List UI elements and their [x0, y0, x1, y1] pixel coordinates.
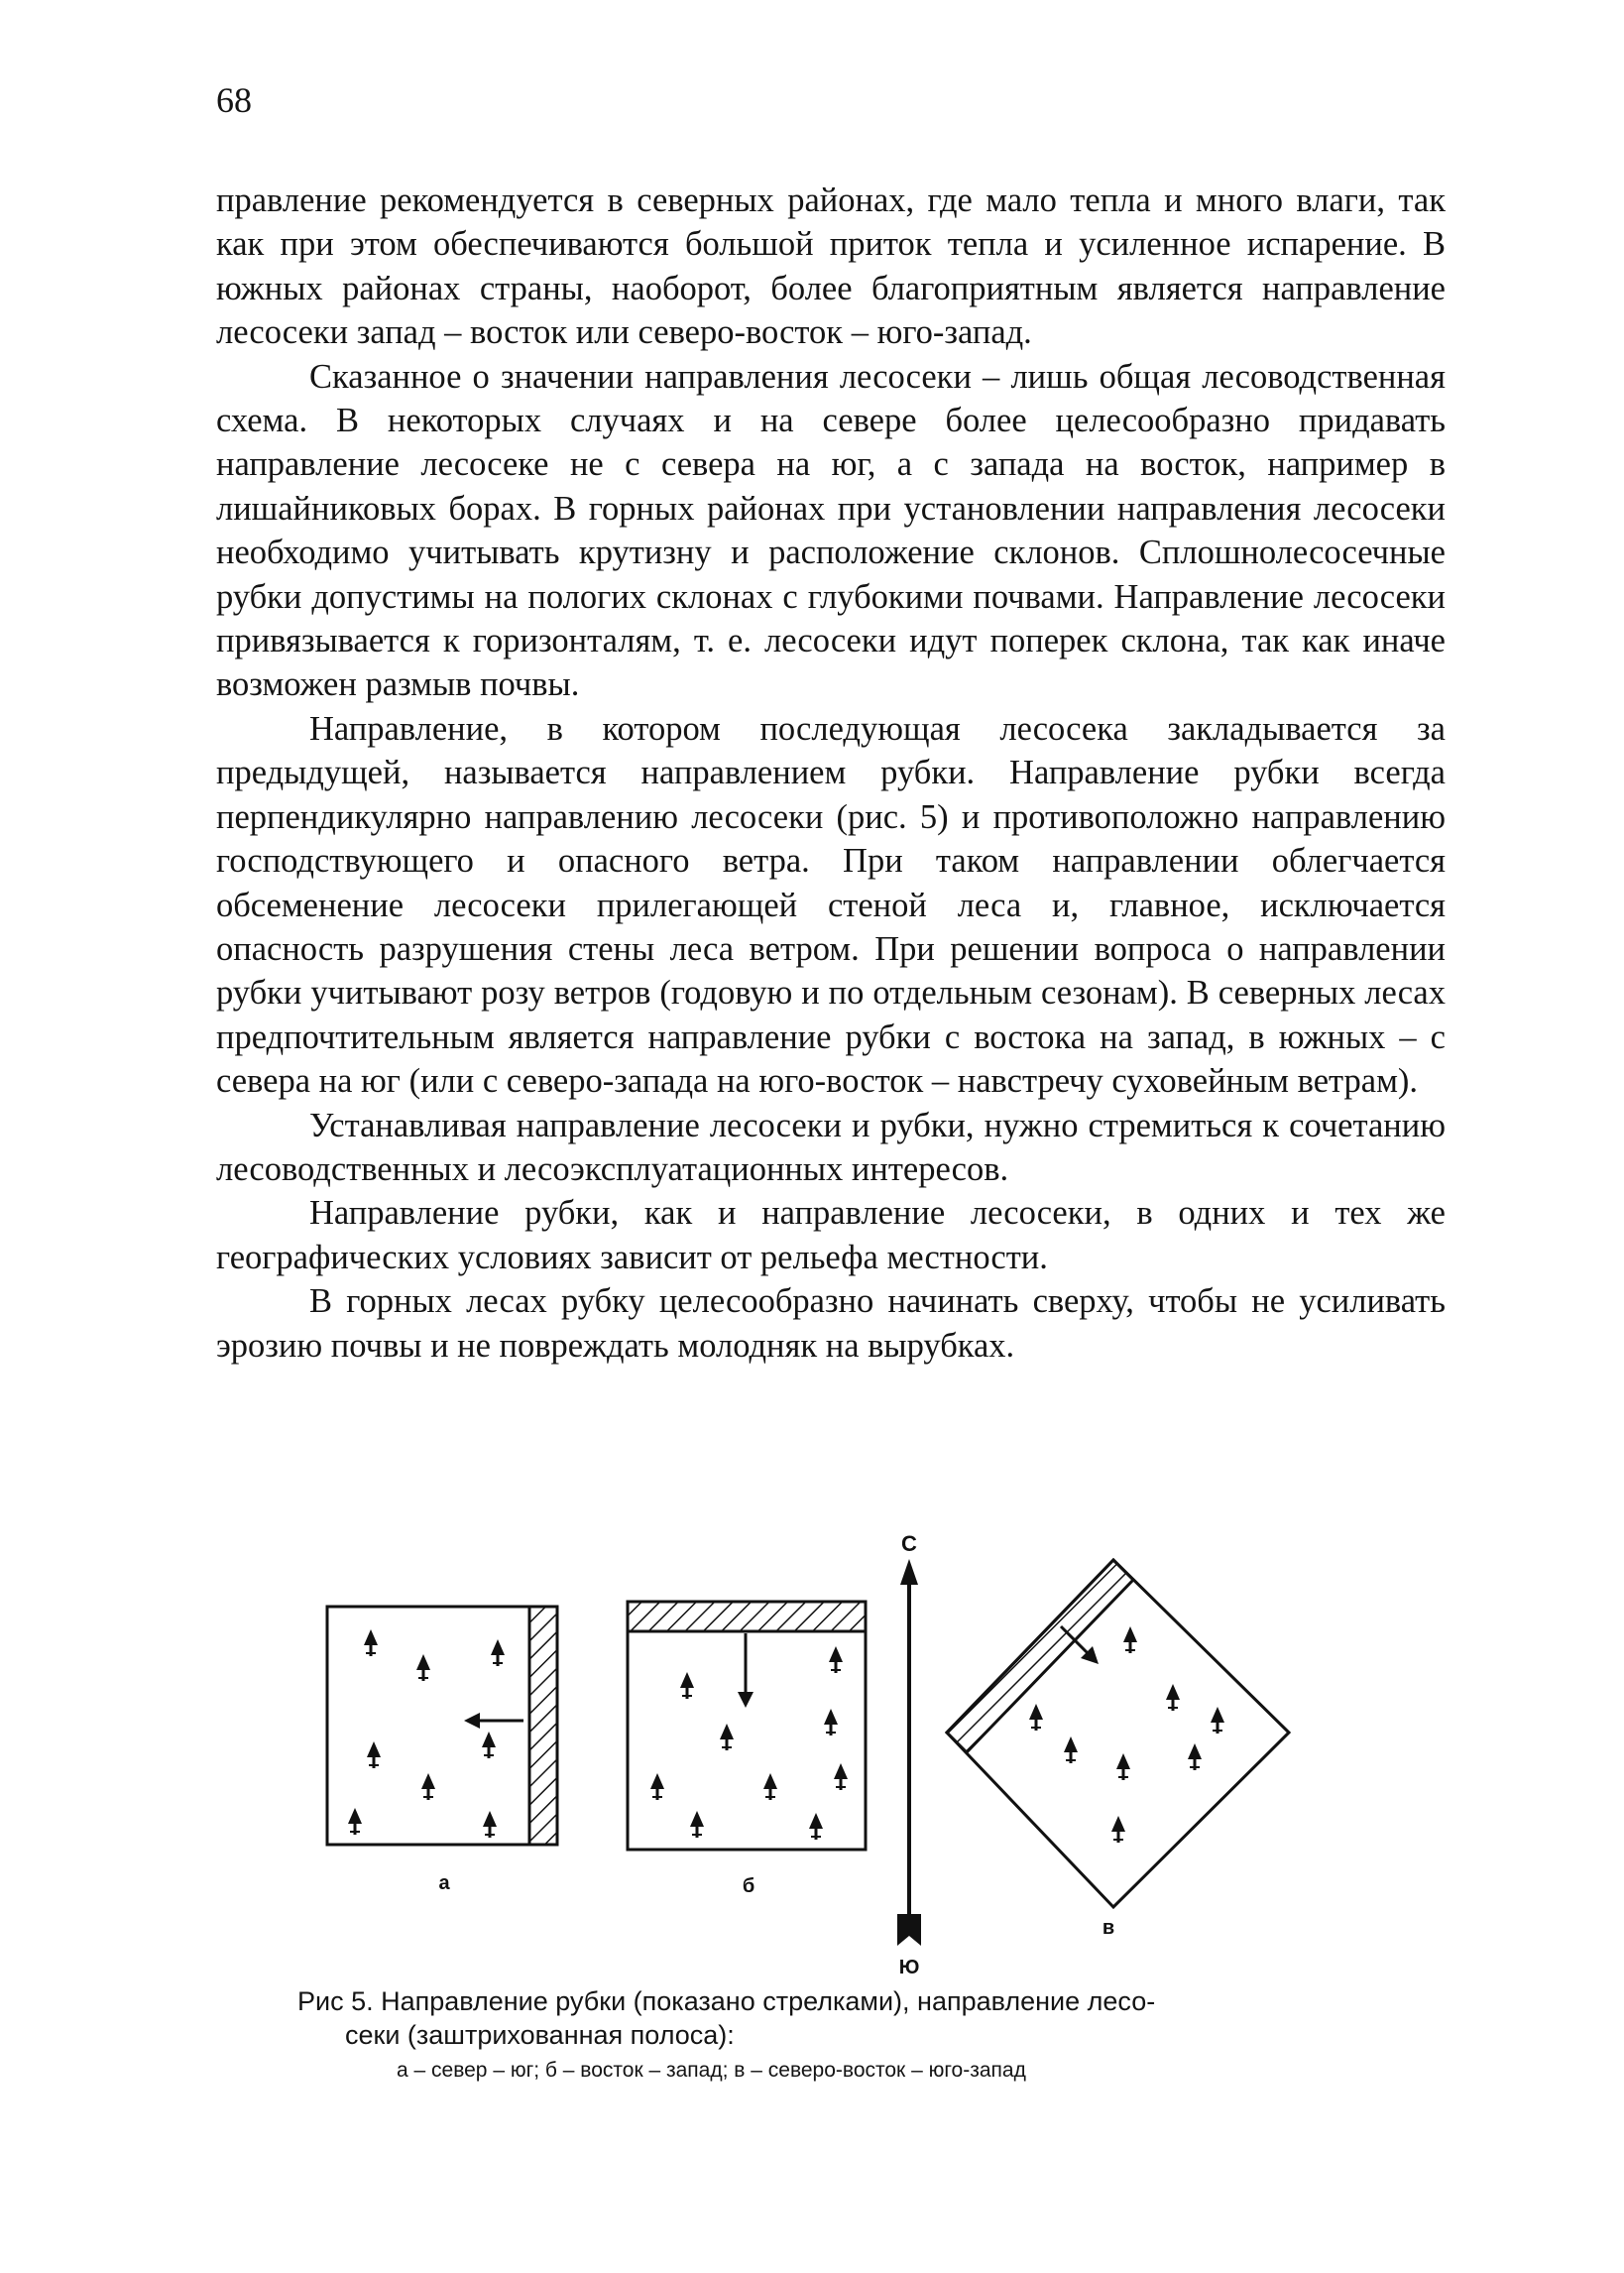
tree-icon: [1116, 1753, 1130, 1780]
panel-v-hatched-strip: [947, 1560, 1133, 1752]
tree-icon: [720, 1724, 734, 1750]
tree-icon: [1111, 1816, 1125, 1843]
panel-a-label: а: [438, 1872, 450, 1894]
panel-a-hatched-strip: [529, 1607, 557, 1845]
tree-icon: [650, 1773, 664, 1800]
tree-icon: [1188, 1743, 1202, 1770]
caption-line-3: а – север – юг; б – восток – запад; в – северо-восток – юго-запад: [397, 2059, 1026, 2082]
tree-icon: [348, 1808, 362, 1835]
tree-icon: [680, 1672, 694, 1699]
paragraph-2: Сказанное о значении направления лесосеки – лишь общая лесоводственная схема. В некоторых случаях и на севере более целесообразно придавать направление лесосеке не с севера на юг, а с запада на восток, например в лишайниковых борах. В горных районах при установлении направления лесосеки необходимо учитывать крутизну и расположение склонов. Сплошнолесосечные рубки допустимы на пологих склонах с глубокими почвами. Направление лесосеки привязывается к горизонталям, т. е. лесосеки идут поперек склона, так как иначе возможен размыв почвы.: [216, 357, 1446, 704]
paragraph-3: Направление, в котором последующая лесосека закладывается за предыдущей, называется направлением рубки. Направление рубки всегда перпендикулярно направлению лесосеки (рис. 5) и противоположно направлению господствующего и опасного ветра. При таком направлении облегчается обсеменение лесосеки прилегающей стеной леса и, главное, исключается опасность разрушения стены леса ветром. При решении вопроса о направлении рубки учитывают розу ветров (годовую и по отдельным сезонам). В северных лесах предпочтительным является направление рубки с востока на запад, в южных – с севера на юг (или с северо-запада на юго-восток – навстречу суховейным ветрам).: [216, 709, 1446, 1101]
panel-a-frame: [327, 1607, 557, 1845]
figure-5: [297, 1507, 1329, 1974]
panel-b-label: б: [742, 1875, 755, 1897]
tree-icon: [421, 1773, 435, 1800]
tree-icon: [367, 1741, 381, 1768]
panel-v-label: в: [1102, 1917, 1115, 1939]
panel-b-arrowhead: [738, 1692, 754, 1708]
tree-icon: [1123, 1626, 1137, 1653]
south-tail-icon: [897, 1914, 921, 1946]
caption-line-2: секи (заштрихованная полоса):: [345, 2020, 735, 2050]
panel-a-arrowhead: [464, 1713, 480, 1729]
panel-v-frame: [947, 1560, 1289, 1907]
tree-icon: [690, 1811, 704, 1838]
figure-caption: [297, 1984, 1338, 2086]
paragraph-4: Устанавливая направление лесосеки и рубки, нужно стремиться к сочетанию лесоводственных и лесоэксплуатационных интересов.: [216, 1106, 1446, 1188]
body-text: [216, 179, 1446, 1368]
panel-a: [327, 1607, 557, 1894]
tree-icon: [1166, 1684, 1180, 1711]
north-label: С: [901, 1531, 917, 1556]
tree-icon: [834, 1763, 848, 1790]
caption-line-1: Рис 5. Направление рубки (показано стрелками), направление лесо-: [297, 1986, 1156, 2016]
tree-icon: [1064, 1736, 1078, 1763]
south-label: Ю: [898, 1957, 920, 1974]
tree-icon: [809, 1813, 823, 1840]
panel-b: [628, 1602, 866, 1897]
panel-b-hatched-strip: [628, 1602, 866, 1631]
tree-icon: [1029, 1704, 1043, 1731]
paragraph-5: Направление рубки, как и направление лесосеки, в одних и тех же географических условиях зависит от рельефа местности.: [216, 1194, 1446, 1276]
tree-icon: [364, 1629, 378, 1656]
tree-icon: [491, 1639, 505, 1666]
north-arrowhead-icon: [900, 1559, 918, 1585]
tree-icon: [483, 1811, 497, 1838]
paragraph-6: В горных лесах рубку целесообразно начинать сверху, чтобы не усиливать эрозию почвы и не повреждать молодняк на вырубках.: [216, 1282, 1446, 1365]
tree-icon: [763, 1773, 777, 1800]
tree-icon: [1211, 1707, 1224, 1734]
tree-icon: [829, 1646, 843, 1673]
paragraph-1: правление рекомендуется в северных районах, где мало тепла и много влаги, так как при этом обеспечиваются большой приток тепла и усиленное испарение. В южных районах страны, наоборот, более благоприятным является направление лесосеки запад – восток или северо-восток – юго-запад.: [216, 181, 1446, 352]
tree-icon: [416, 1654, 430, 1681]
tree-icon: [824, 1709, 838, 1735]
compass-axis: [897, 1531, 921, 1974]
tree-icon: [482, 1732, 496, 1758]
panel-v: [947, 1560, 1289, 1939]
page-number: 68: [216, 80, 252, 120]
